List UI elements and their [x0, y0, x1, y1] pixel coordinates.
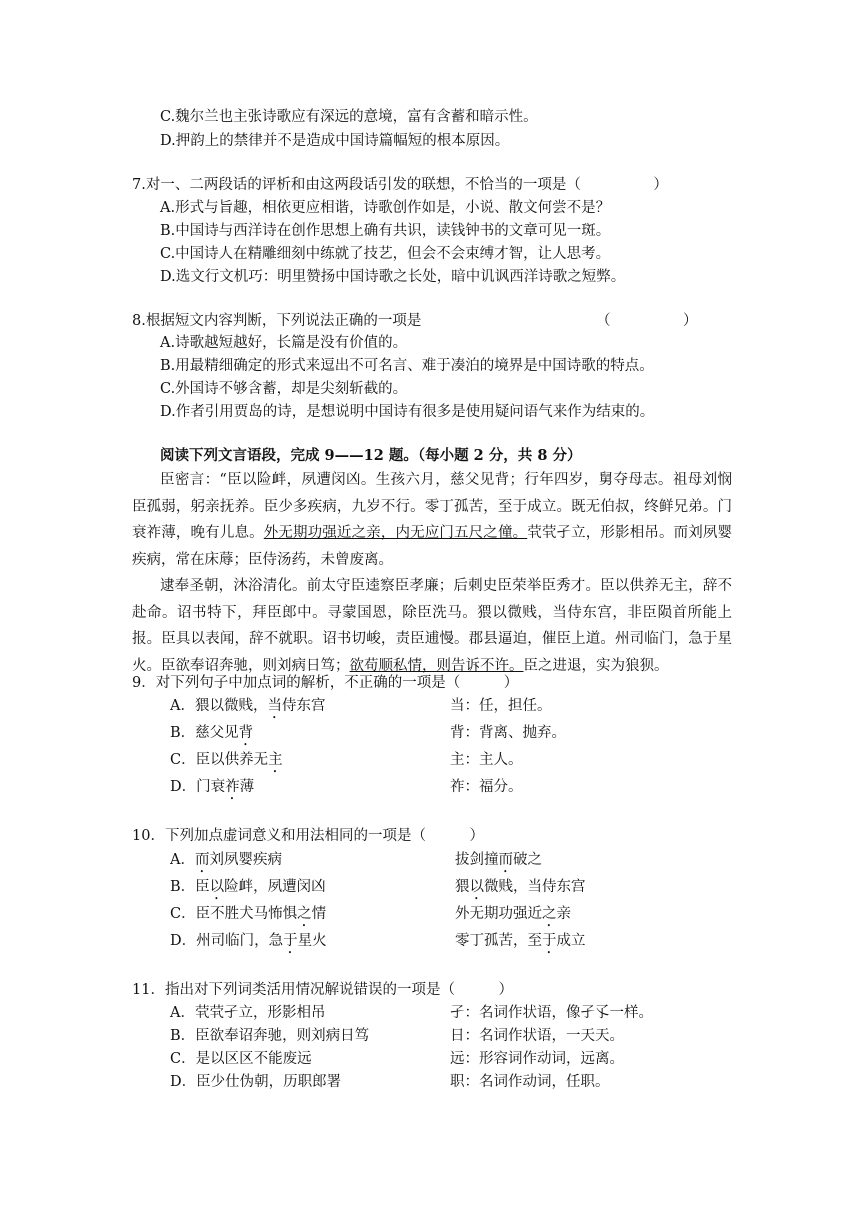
option-label: D． — [170, 779, 197, 795]
q11-option-d — [170, 1072, 730, 1092]
compare-text: 亲 — [556, 906, 571, 922]
option-text: 侍东宫 — [281, 698, 326, 714]
q7-option-c: C.中国诗人在精雕细刻中练就了技艺，但会不会束缚才智，让人思考。 — [160, 246, 611, 262]
option-explanation: 日：名词作状语，一天天。 — [450, 1028, 624, 1044]
option-text: 臣以供养无 — [195, 752, 269, 768]
passage-p1-text: 臣密言：“臣以险衅，夙遭闵凶。生孩六月，慈父见背；行年四岁，舅夺母志。祖母刘悯臣孤弱，躬亲抚养。臣少多疾病，九岁不行。零丁孤苦，至于成立。既无伯叔，终鲜兄弟。门衰祚薄，晚有儿息。 — [132, 472, 732, 541]
q7-stem: 7.对一、二两段话的评析和由这两段话引发的联想，不恰当的一项是（ ） — [132, 177, 668, 193]
q10-stem: 10．下列加点虚词意义和用法相同的一项是（ ） — [132, 828, 484, 844]
dotted-word: 于 — [283, 933, 298, 949]
option-text: 州司临门，急 — [196, 933, 284, 949]
option-label: B． — [170, 879, 196, 895]
option-label: D． — [170, 933, 197, 949]
dotted-word: 以 — [469, 879, 484, 895]
reading-heading: 阅读下列文言语段，完成 9——12 题。（每小题 2 分，共 8 分） — [160, 447, 582, 464]
option-text: 臣少仕伪朝，历职郎署 — [196, 1074, 342, 1090]
dotted-word: 以 — [209, 879, 225, 895]
option-label: C． — [170, 752, 196, 768]
dotted-word: 于 — [542, 933, 557, 949]
passage-paragraph-2 — [132, 573, 732, 679]
option-text: 臣欲奉诏奔驰，则刘病日笃 — [195, 1028, 370, 1044]
option-text: 薄 — [239, 779, 255, 795]
option-text: 是以区区不能废远 — [195, 1051, 312, 1067]
option-label: D． — [170, 1074, 197, 1090]
option-compare — [455, 877, 586, 903]
dotted-word: 而 — [498, 852, 513, 868]
compare-text: 微贱，当侍东宫 — [484, 879, 586, 895]
option-text: 臣不胜犬马怖惧 — [195, 906, 298, 922]
compare-text: 外无期功强近 — [455, 906, 542, 922]
q9-option-c — [170, 750, 730, 770]
option-text: 星火 — [297, 933, 327, 949]
compare-text: 猥 — [455, 879, 470, 895]
q10-option-a — [170, 850, 730, 870]
q10-option-d — [170, 931, 730, 951]
option-label: A． — [170, 1005, 195, 1021]
compare-text: 成立 — [556, 933, 586, 949]
option-text: 情 — [311, 906, 327, 922]
option-label: C． — [170, 1051, 196, 1067]
passage-p2-text: 逮奉圣朝，沐浴清化。前太守臣逵察臣孝廉；后刺史臣荣举臣秀才。臣以供养无主，辞不赴命。诏书特下，拜臣郎中。寻蒙国恩，除臣洗马。猥以微贱，当侍东宫，非臣陨首所能上报。臣具以表闻，辞不就职。诏书切峻，责臣逋慢。郡县逼迫，催臣上道。州司临门，急于星火。臣欲奉诏奔驰，则刘病日笃； — [132, 578, 732, 674]
option-explanation: 孑：名词作状语，像孑孓一样。 — [450, 1005, 653, 1021]
q8-option-a: A.诗歌越短越好，长篇是没有价值的。 — [160, 335, 408, 351]
option-text: 刘夙婴疾病 — [209, 852, 282, 868]
dotted-word: 祚 — [225, 779, 240, 795]
passage-p1-underlined: 外无期功强近之亲，内无应门五尺之僮。 — [263, 525, 528, 541]
option-label: B． — [170, 725, 196, 741]
q11-option-c — [170, 1049, 730, 1069]
option-label: C． — [170, 906, 196, 922]
q11-stem: 11．指出对下列词类活用情况解说错误的一项是（ ） — [132, 982, 513, 998]
option-text: 猥以微贱， — [194, 698, 268, 714]
compare-text: 零丁孤苦，至 — [455, 933, 542, 949]
q11-option-a — [170, 1003, 730, 1023]
option-compare — [455, 904, 571, 930]
option-text: 茕茕孑立，形影相吊 — [194, 1005, 326, 1021]
dotted-word: 背 — [238, 725, 254, 741]
option-text: 门衰 — [196, 779, 226, 795]
option-explanation: 远：形容词作动词，远离。 — [450, 1051, 624, 1067]
q6-option-d: D.押韵上的禁律并不是造成中国诗篇幅短的根本原因。 — [160, 133, 510, 149]
dotted-word: 当 — [267, 698, 282, 714]
q10-option-b — [170, 877, 730, 897]
passage-p2-underlined: 欲苟顺私情，则告诉不许。 — [349, 657, 524, 674]
dotted-word: 而 — [194, 852, 210, 868]
dotted-word: 主 — [268, 752, 283, 768]
q6-option-c: C.魏尔兰也主张诗歌应有深远的意境，富有含蓄和暗示性。 — [160, 109, 538, 125]
option-explanation: 背：背离、抛弃。 — [450, 725, 566, 741]
option-text: 臣 — [195, 879, 210, 895]
option-compare — [455, 931, 586, 957]
q9-stem: 9．对下列句子中加点词的解析，不正确的一项是（ ） — [132, 675, 519, 691]
passage-paragraph-1 — [132, 467, 732, 573]
option-label: A． — [170, 852, 195, 868]
q11-option-b — [170, 1026, 730, 1046]
option-text: 慈父见 — [195, 725, 239, 741]
option-explanation: 主：主人。 — [450, 752, 523, 768]
option-explanation: 职：名词作动词，任职。 — [450, 1074, 610, 1090]
q9-option-d — [170, 777, 730, 797]
q9-option-a — [170, 696, 730, 716]
q9-option-b — [170, 723, 730, 743]
q8-option-b: B.用最精细确定的形式来逗出不可名言、难于凑泊的境界是中国诗歌的特点。 — [160, 358, 654, 374]
passage-p2-text-end: 臣之进退，实为狼狈。 — [523, 657, 669, 674]
q7-option-b: B.中国诗与西洋诗在创作思想上确有共识，读钱钟书的文章可见一斑。 — [160, 223, 611, 239]
q8-stem: 8.根据短文内容判断，下列说法正确的一项是 — [132, 313, 422, 329]
option-explanation: 当：任，担任。 — [450, 698, 552, 714]
compare-text: 破之 — [513, 852, 542, 868]
dotted-word: 之 — [297, 906, 312, 922]
passage-p1-text-end: 茕茕孑立，形影相吊。而刘夙婴疾病，常在床蓐；臣侍汤药，未曾废离。 — [132, 525, 733, 568]
compare-text: 拔剑撞 — [455, 852, 499, 868]
q8-option-c: C.外国诗不够含蓄，却是尖刻斩截的。 — [160, 381, 408, 397]
q7-option-a: A.形式与旨趣，相依更应相谐，诗歌创作如是，小说、散文何尝不是？ — [160, 200, 611, 216]
q8-answer-paren: （ ） — [596, 313, 698, 329]
dotted-word: 之 — [542, 906, 557, 922]
q10-option-c — [170, 904, 730, 924]
option-label: B． — [170, 1028, 196, 1044]
option-label: A． — [170, 698, 195, 714]
q7-option-d: D.选文行文机巧：明里赞扬中国诗歌之长处，暗中讥讽西洋诗歌之短弊。 — [160, 269, 626, 285]
option-compare — [455, 850, 542, 876]
option-text: 险衅，夙遭闵凶 — [224, 879, 326, 895]
option-explanation: 祚：福分。 — [450, 779, 523, 795]
q8-option-d: D.作者引用贾岛的诗，是想说明中国诗有很多是使用疑问语气来作为结束的。 — [160, 404, 655, 420]
